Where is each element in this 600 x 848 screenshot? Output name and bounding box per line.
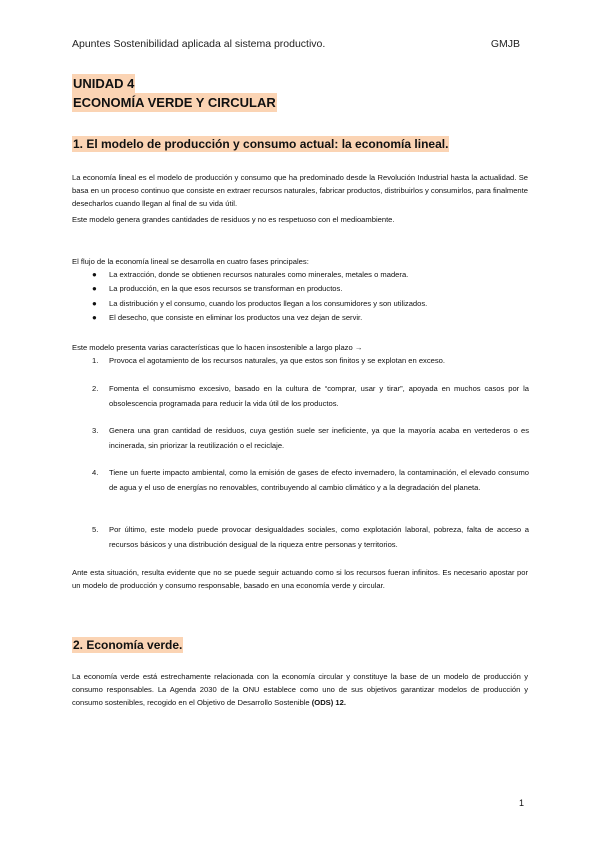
bullet-icon: ● [92, 312, 97, 322]
header-author: GMJB [490, 38, 520, 50]
bullet-icon: ● [92, 284, 97, 294]
list-item: ● La producción, en la que esos recursos se transforman en productos. [92, 282, 532, 296]
list-item: ● La extracción, donde se obtienen recursos naturales como minerales, metales o madera. [92, 268, 532, 282]
bullet-icon: ● [92, 270, 97, 279]
section1-intro: La economía lineal es el modelo de producción y consumo que ha predominado desde la Revolución Industrial hasta la actualidad. Se basa en un proceso continuo que consiste en extraer recursos naturales, fabricar productos, distribuirlos y consumirlos, para finalmente desecharlos cuando llegan al final de su vida útil. [72, 173, 528, 208]
section1-title: 1. El modelo de producción y consumo actual: la economía lineal. [73, 137, 449, 151]
phases-intro: El flujo de la economía lineal se desarrolla en cuatro fases principales: [72, 257, 309, 266]
trait-item: 3. Genera una gran cantidad de residuos, cuya gestión suele ser ineficiente, ya que la mayoría acaba en vertederos o es incinerada, sin priorizar la reutilización o el reciclaje. [92, 426, 529, 450]
traits-intro: Este modelo presenta varias características que lo hacen insostenible a largo plazo → [72, 343, 363, 352]
phases-list [92, 268, 532, 325]
header-title: Apuntes Sostenibilidad aplicada al sistema productivo. [72, 38, 326, 50]
section1-intro2: Este modelo genera grandes cantidades de residuos y no es respetuoso con el medioambiente. [72, 215, 395, 224]
section2-text: La economía verde está estrechamente relacionada con la economía circular y constituye la base de un modelo de producción y consumo responsables. La Agenda 2030 de la ONU establece como uno de sus objetivos garantizar modelos de producción y consumo sostenibles, recogido en el Objetivo de Desarrollo Sostenible (ODS) 12. [72, 672, 528, 707]
list-item: ● La distribución y el consumo, cuando los productos llegan a los consumidores y son utilizados. [92, 297, 532, 311]
page-number: 1 [519, 798, 525, 808]
unit-number: UNIDAD 4 [73, 76, 135, 91]
unit-title: ECONOMÍA VERDE Y CIRCULAR [73, 95, 276, 110]
page-header [72, 38, 532, 50]
section1-conclusion: Ante esta situación, resulta evidente que no se puede seguir actuando como si los recursos fueran infinitos. Es necesario apostar por un modelo de producción y consumo responsable, basado en una economía verde y circular. [72, 568, 528, 590]
trait-item: 1. Provoca el agotamiento de los recursos naturales, ya que estos son finitos y se explotan en exceso. [92, 356, 446, 365]
ods-reference: (ODS) 12. [311, 698, 346, 707]
list-item: ● El desecho, que consiste en eliminar los productos una vez dejan de servir. [92, 311, 532, 325]
trait-item: 5. Por último, este modelo puede provocar desigualdades sociales, como explotación laboral, pobreza, falta de acceso a recursos básicos y una distribución desigual de la riqueza entre personas y territorios. [92, 525, 529, 549]
bullet-icon: ● [92, 298, 97, 308]
trait-item: 4. Tiene un fuerte impacto ambiental, como la emisión de gases de efecto invernadero, la contaminación, el elevado consumo de agua y el uso de energías no renovables, contribuyendo al cambio climático y a la degradación del planeta. [92, 468, 529, 492]
trait-item: 2. Fomenta el consumismo excesivo, basado en la cultura de “comprar, usar y tirar”, apoyada en muchos casos por la obsolescencia programada para reducir la vida útil de los productos. [92, 384, 529, 408]
unit-heading [72, 74, 277, 112]
section2-title: 2. Economía verde. [73, 638, 183, 652]
